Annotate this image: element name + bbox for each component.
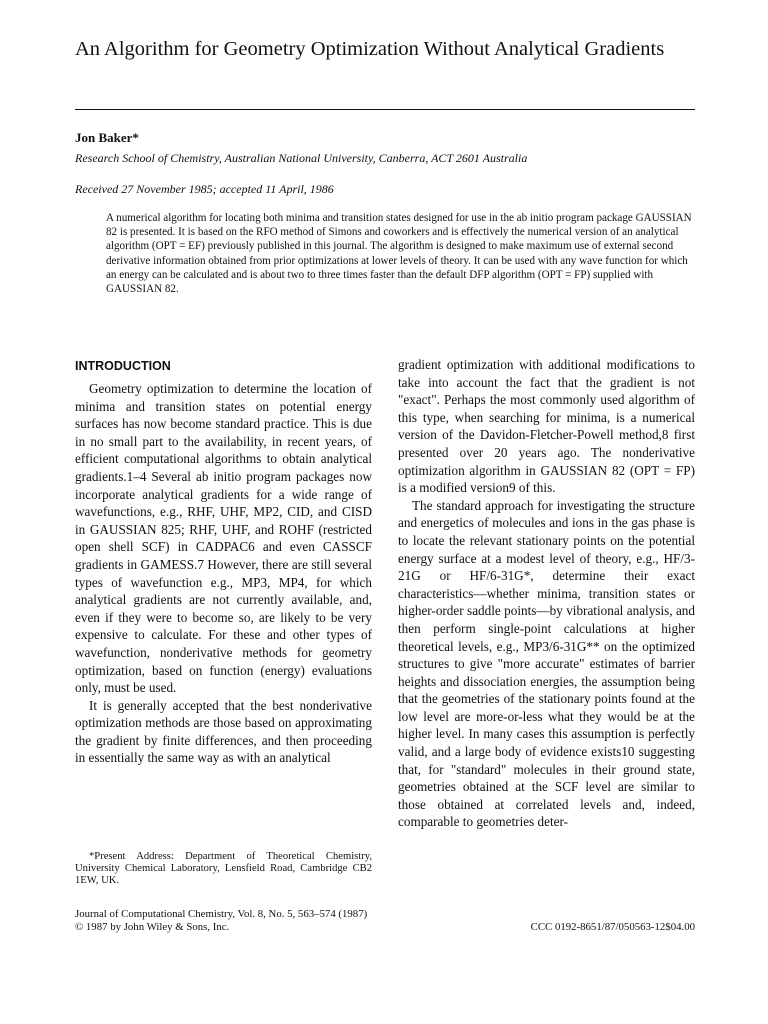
journal-citation: Journal of Computational Chemistry, Vol. 8, No. 5, 563–574 (1987) [75, 908, 368, 920]
right-column [398, 356, 695, 831]
ccc-code: CCC 0192-8651/87/050563-12$04.00 [530, 921, 695, 933]
received-date: Received 27 November 1985; accepted 11 April, 1986 [75, 182, 334, 196]
author-footnote: *Present Address: Department of Theoretical Chemistry, University Chemical Laboratory, Lensfield Road, Cambridge CB2 1EW, UK. [75, 851, 372, 887]
section-heading-introduction: INTRODUCTION [75, 359, 171, 373]
abstract: A numerical algorithm for locating both minima and transition states designed for use in the ab initio program package GAUSSIAN 82 is presented. It is based on the RFO method of Simons and coworkers and is effectively the numerical version of an analytical algorithm (OPT = EF) previously published in this journal. The algorithm is designed to make maximum use of external second derivative information obtained from prior optimizations at lower levels of theory. It can be used with any wave function for which an energy can be calculated and is about two to three times faster than the default DFP algorithm (OPT = FP) supplied with GAUSSIAN 82. [106, 212, 692, 296]
copyright-notice: © 1987 by John Wiley & Sons, Inc. [75, 921, 230, 933]
title-rule [75, 109, 695, 110]
paper-title: An Algorithm for Geometry Optimization Without Analytical Gradients [75, 38, 665, 60]
author-name: Jon Baker* [75, 130, 139, 145]
intro-paragraph-4: The standard approach for investigating the structure and energetics of molecules and ions in the gas phase is to locate the relevant stationary points on the potential energy surface at a modest level of theory, e.g., HF/3-21G or HF/6-31G*, determine their exact characteristics—whether minima, transition states or higher-order saddle points—by vibrational analysis, and then perform single-point calculations at higher theoretical levels, e.g., MP3/6-31G** on the optimized structures to give "more accurate" estimates of barrier heights and dissociation energies, the assumption being that the geometries of the stationary points found at the low level are more-or-less what they would be at the higher level. In many cases this assumption is perfectly valid, and a large body of evidence exists10 suggesting that, for "standard" molecules in their ground state, geometries obtained at the SCF level are similar to those obtained at correlated levels and, indeed, comparable to geometries deter- [398, 497, 695, 830]
left-column [75, 356, 372, 767]
intro-paragraph-3: gradient optimization with additional modifications to take into account the fact that the gradient is not "exact". Perhaps the most commonly used algorithm of this type, when searching for minima, is a numerical version of the Davidon-Fletcher-Powell method,8 first presented over 20 years ago. The nonderivative optimization algorithm in GAUSSIAN 82 (OPT = FP) is a modified version9 of this. [398, 357, 695, 496]
author-affiliation: Research School of Chemistry, Australian National University, Canberra, ACT 2601 Australia [75, 151, 528, 165]
intro-paragraph-1: Geometry optimization to determine the location of minima and transition states on potential energy surfaces has now become standard practice. This is due in no small part to the availability, in recent years, of efficient computational algorithms to obtain analytical gradients.1–4 Several ab initio program packages now incorporate analytical gradients for a wide range of wavefunctions, e.g., RHF, UHF, MP2, CID, and CISD in GAUSSIAN 825; RHF, UHF, and ROHF (restricted open shell SCF) in CADPAC6 and even CASSCF gradients in GAMESS.7 However, there are still several types of wavefunction e.g., MP3, MP4, for which analytical gradients are not currently available, and, even if they were to become so, are likely to be very expensive to calculate. For these and other types of wavefunction, nonderivative methods for geometry optimization, based on function (energy) evaluations only, must be used. [75, 381, 372, 696]
intro-paragraph-2: It is generally accepted that the best nonderivative optimization methods are those based on approximating the gradient by finite differences, and then proceeding in essentially the same way as with an analytical [75, 697, 372, 766]
